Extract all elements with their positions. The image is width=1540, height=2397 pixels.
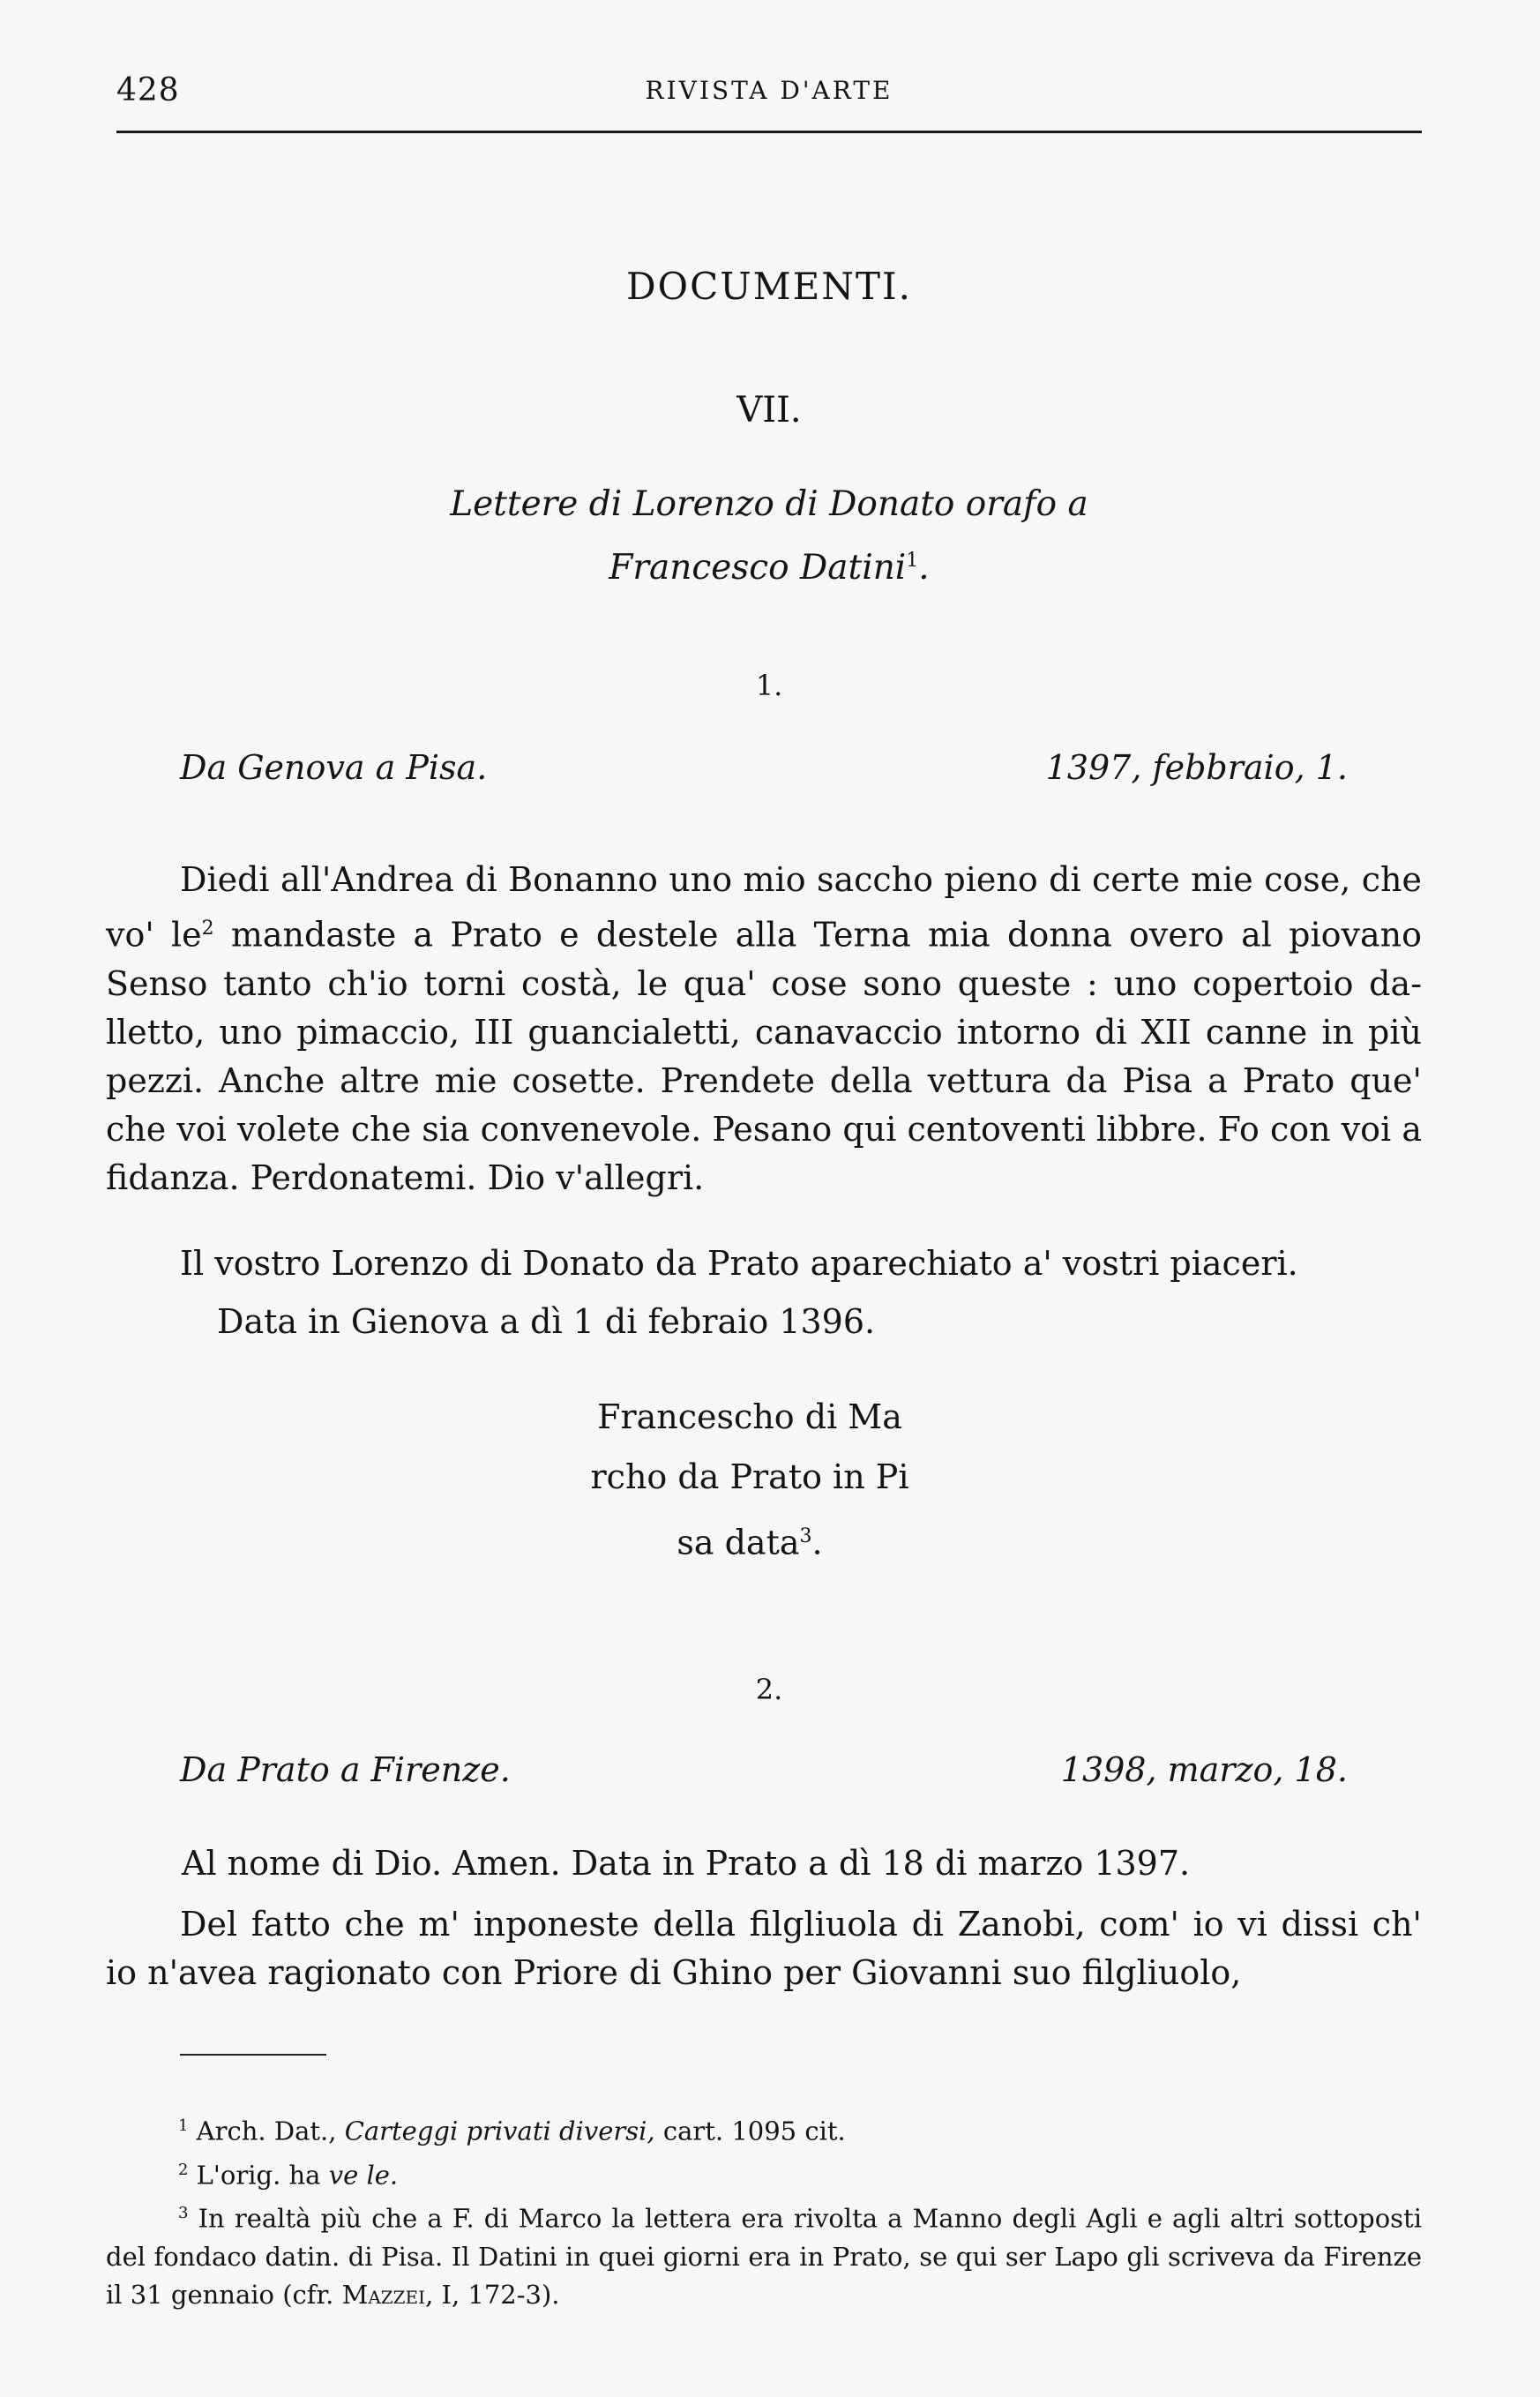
letter-1-route: Da Genova a Pisa. bbox=[180, 748, 488, 787]
document-title-line-2: Francesco Datini$^1$. bbox=[609, 548, 930, 588]
address-line-3: sa data$^3$. bbox=[677, 1523, 823, 1562]
footnote-2: $^2$ L'orig. ha ve le. bbox=[178, 2160, 399, 2191]
letter-2-number: 2. bbox=[755, 1673, 783, 1706]
footnote-rule bbox=[180, 2054, 326, 2056]
footnote-3: $^3$ In realtà più che a F. di Marco la lettera era rivolta a Manno degli Agli e agli altri sottoposti del fondaco datin. di Pisa. Il Datini in quei giorni era in Prato, se qui ser Lapo gli scriveva da Firenze il 31 gennaio (cfr. Mazzei, I, 172-3). bbox=[106, 2203, 1422, 2310]
footnote-ref-2: 2 bbox=[201, 918, 214, 940]
footnote-ref-1: 1 bbox=[906, 550, 919, 572]
letter-1-date-line: Data in Gienova a dì 1 di febraio 1396. bbox=[217, 1302, 876, 1341]
header-rule bbox=[116, 131, 1422, 133]
section-title: DOCUMENTI. bbox=[625, 265, 912, 308]
running-header bbox=[116, 72, 1422, 116]
letter-2-body bbox=[106, 1900, 1422, 1997]
letter-2-opening: Al nome di Dio. Amen. Data in Prato a dì 18 di marzo 1397. bbox=[182, 1844, 1191, 1883]
letter-1-body bbox=[106, 856, 1422, 1202]
letter-1-address bbox=[529, 1387, 970, 1573]
footnote-1: $^1$ Arch. Dat., Carteggi privati diversi, cart. 1095 cit. bbox=[178, 2116, 846, 2146]
address-line-1: Francescho di Ma bbox=[597, 1397, 902, 1436]
footnotes bbox=[106, 2107, 1422, 2314]
footnote-ref-3: 3 bbox=[799, 1525, 812, 1547]
letter-2-date: 1398, marzo, 18. bbox=[1060, 1750, 1348, 1789]
letter-2-route: Da Prato a Firenze. bbox=[180, 1750, 511, 1789]
letter-1-signature: Il vostro Lorenzo di Donato da Prato aparechiato a' vostri piaceri. bbox=[180, 1244, 1298, 1283]
document-number: VII. bbox=[736, 390, 802, 431]
running-title: RIVISTA D'ARTE bbox=[645, 76, 893, 105]
letter-1-paragraph: Diedi all'Andrea di Bonanno uno mio saccho pieno di certe mie cose, che vo' $le^2$ mandaste a Prato e destele alla Terna mia donna overo al piovano Senso tanto ch'io torni costà, le qua' cose sono queste : uno copertoio da-lletto, uno pimaccio, III guancialetti, canavaccio intorno di XII canne in più pezzi. Anche altre mie cosette. Prendete della vettura da Pisa a Prato que' che voi volete che sia convenevole. Pesano qui centoventi libbre. Fo con voi a fidanza. Perdonatemi. Dio v'allegri. bbox=[106, 860, 1422, 1197]
letter-1-date: 1397, febbraio, 1. bbox=[1045, 748, 1348, 787]
address-line-2: rcho da Prato in Pi bbox=[590, 1457, 909, 1496]
document-title bbox=[116, 476, 1422, 596]
document-title-line-1: Lettere di Lorenzo di Donato orafo a bbox=[450, 484, 1088, 524]
page-number: 428 bbox=[116, 72, 180, 109]
letter-1-number: 1. bbox=[755, 669, 783, 702]
letter-2-paragraph: Del fatto che m' inponeste della filgliuola di Zanobi, com' io vi dissi ch' io n'avea ragionato con Priore di Ghino per Giovanni suo filgliuolo, bbox=[106, 1905, 1422, 1992]
